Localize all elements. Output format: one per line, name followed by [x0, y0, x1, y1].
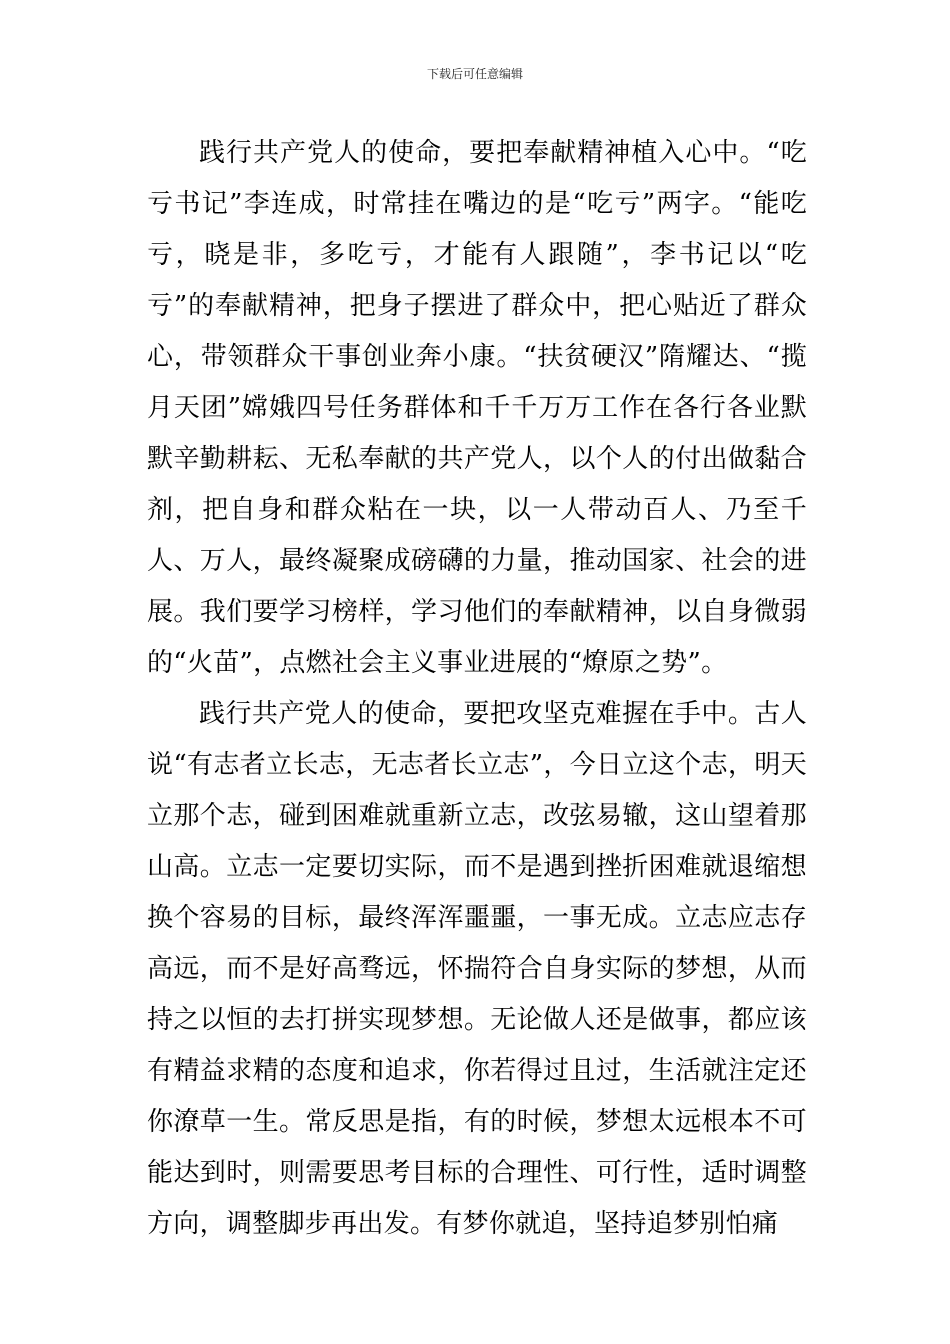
- paragraph-overcoming-difficulties: 践行共产党人的使命，要把攻坚克难握在手中。古人说“有志者立长志，无志者长立志”，今日立这个志，明天立那个志，碰到困难就重新立志，改弦易辙，这山望着那山高。立志一定要切实际，而不是遇到挫折困难就退缩想换个容易的目标，最终浑浑噩噩，一事无成。立志应志存高远，而不是好高骛远，怀揣符合自身实际的梦想，从而持之以恒的去打拼实现梦想。无论做人还是做事，都应该有精益求精的态度和追求，你若得过且过，生活就注定还你潦草一生。常反思是指，有的时候，梦想太远根本不可能达到时，则需要思考目标的合理性、可行性，适时调整方向，调整脚步再出发。有梦你就追，坚持追梦别怕痛: [147, 699, 807, 1239]
- document-body: [147, 128, 807, 1250]
- paragraph-dedication: 践行共产党人的使命，要把奉献精神植入心中。“吃亏书记”李连成，时常挂在嘴边的是“吃亏”两字。“能吃亏，晓是非，多吃亏，才能有人跟随”，李书记以“吃亏”的奉献精神，把身子摆进了群众中，把心贴近了群众心，带领群众干事创业奔小康。“扶贫硬汉”隋耀达、“揽月天团”嫦娥四号任务群体和千千万万工作在各行各业默默辛勤耕耘、无私奉献的共产党人，以个人的付出做黏合剂，把自身和群众粘在一块，以一人带动百人、乃至千人、万人，最终凝聚成磅礴的力量，推动国家、社会的进展。我们要学习榜样，学习他们的奉献精神，以自身微弱的“火苗”，点燃社会主义事业进展的“燎原之势”。: [147, 138, 807, 678]
- page-header: 下载后可任意编辑: [426, 67, 523, 81]
